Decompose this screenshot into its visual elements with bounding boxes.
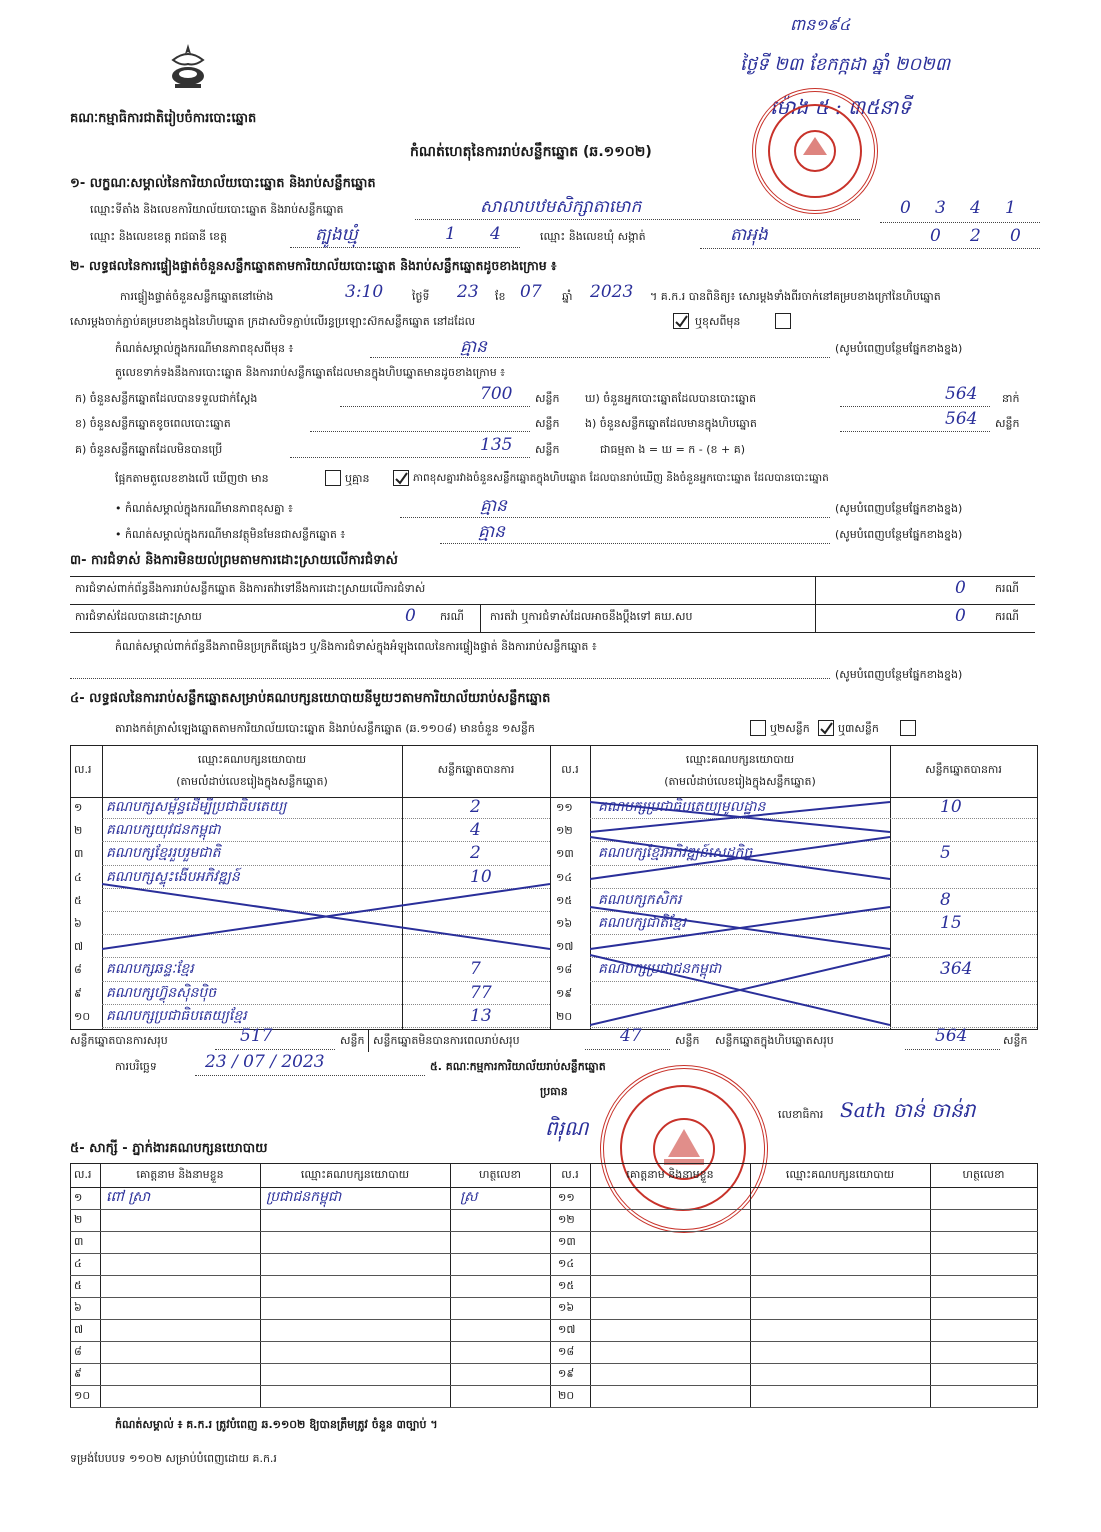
result-row-no: ៧ [74, 940, 84, 954]
compare-no-checkbox[interactable] [393, 470, 409, 486]
s3-fill-hint: (សូមបំពេញបន្ថែមផ្នែកខាងខ្នង) [835, 668, 963, 681]
result-row-no: ១៩ [556, 986, 573, 1000]
sheets-3-checkbox[interactable] [900, 720, 916, 736]
time-annotation: ម៉ោង ៥ : ៣៥នាទី [770, 95, 912, 119]
result-votes: 77 [470, 982, 492, 1003]
result-row-no: ២០ [556, 1009, 573, 1023]
result-row-no: ៣ [74, 847, 84, 861]
e-label: ង) ចំនួនសន្លឹកឆ្នោតដែលមានក្នុងហិបឆ្នោត [585, 417, 757, 430]
result-row-no: ៦ [74, 917, 82, 930]
top-annotation: ពាន១៩៤ [790, 15, 851, 34]
result-votes: 2 [470, 797, 481, 817]
a-label: ក) ចំនួនសន្លឹកឆ្នោតដែលបានទទួលជាក់ស្ដែង [75, 392, 258, 405]
note-label: កំណត់សម្គាល់ក្នុងករណីមានភាពខុសពីមុន ៖ [115, 342, 294, 355]
result-row-no: ៥ [74, 893, 82, 907]
a-value: 700 [480, 384, 513, 404]
s4-intro-opt3: ឬ៣សន្លឹក [838, 722, 879, 735]
footer-note: កំណត់សម្គាល់ ៖ គ.ក.រ ត្រូវបំពេញ ឆ.១១០២ ឱ្យបានត្រឹមត្រូវ ចំនួន ៣ច្បាប់ ។ [115, 1418, 438, 1431]
signed-date: 23 / 07 / 2023 [205, 1052, 325, 1072]
c-label: គ) ចំនួនសន្លឹកឆ្នោតដែលមិនបានប្រើ [75, 443, 223, 456]
result-votes: 10 [470, 866, 492, 887]
check-year: 2023 [590, 282, 634, 302]
result-votes: 4 [470, 820, 481, 841]
province-number-2: 4 [490, 224, 501, 244]
witness-no: ១០ [74, 1389, 91, 1402]
form-title: កំណត់ហេតុនៃការរាប់សន្លឹកឆ្នោត (ឆ.១១០២) [410, 144, 652, 160]
c-unit: សន្លឹក [535, 443, 560, 456]
w-col-no-right: ល.រ [561, 1168, 579, 1181]
section1-heading: ១- លក្ខណៈសម្គាល់នៃការិយាល័យបោះឆ្នោត និងរាប់សន្លឹកឆ្នោត [70, 176, 376, 191]
province-number-1: 1 [445, 224, 456, 244]
col-no-right: ល.រ [561, 763, 579, 776]
commune-number: 0 2 0 [930, 226, 1021, 246]
result-row-no: ១២ [556, 824, 573, 838]
w-col-party-right: ឈ្មោះគណបក្សនយោបាយ [785, 1168, 895, 1181]
col-party-left: ឈ្មោះគណបក្សនយោបាយ [197, 753, 307, 766]
figures-intro: តួលេខទាក់ទងនឹងការបោះឆ្នោត និងការរាប់សន្លឹកឆ្នោតដែលមានក្នុងហិបឆ្នោតមានដូចខាងក្រោម ៖ [115, 366, 506, 379]
col-party-right: ឈ្មោះគណបក្សនយោបាយ [685, 753, 795, 766]
s3-row2-label: ការជំទាស់ដែលបានដោះស្រាយ [75, 610, 202, 623]
compare-yes-checkbox[interactable] [325, 470, 341, 486]
invalid-total-label: សន្លឹកឆ្នោតមិនបានការពេលរាប់សរុប [373, 1034, 520, 1047]
emblem-icon [165, 40, 211, 92]
w-col-name-left: គោត្តនាម និងនាមខ្លួន [136, 1168, 224, 1181]
invalid-total-unit: សន្លឹក [675, 1034, 700, 1047]
result-votes: 7 [470, 959, 481, 980]
d-unit: នាក់ [1002, 392, 1020, 405]
compare-text-2: ភាពខុសគ្នារវាងចំនួនសន្លឹកឆ្នោតក្នុងហិបឆ្នោត ដែលបានរាប់ឃើញ និងចំនួនអ្នកបោះឆ្នោត ដែលបានបោះឆ្នោត [413, 472, 829, 484]
compare-none: ឬគ្មាន [345, 472, 370, 485]
province-label: ឈ្មោះ និងលេខខេត្ត រាជធានី ខេត្ត [90, 230, 227, 243]
fake-note-value: គ្មាន [478, 522, 505, 542]
seal-text: សោរម្ដងចាក់ភ្ជាប់គម្របខាងក្នុងនៃហិបឆ្នោត ក្រដាសបិទភ្ជាប់លើរន្ធប្រឡោះស៊កសន្លឹកឆ្នោត នៅដដែល [70, 315, 476, 328]
check-month: 07 [520, 282, 542, 302]
witness-no: ៨ [74, 1345, 82, 1358]
result-party-name: គណបក្សស្ទុះងើបអភិវឌ្ឍន៍ [106, 868, 240, 885]
office-number: 0 3 4 1 [900, 198, 1016, 218]
s3-note-label: កំណត់សម្គាល់ពាក់ព័ន្ធនឹងភាពមិនប្រក្រតីផ្សេងៗ ឬ/និងការជំទាស់ក្នុងអំឡុងពេលនៃការផ្ទៀងផ្ទាត់ និងការរាប់សន្លឹកឆ្នោត ៖ [115, 640, 597, 653]
seal-alt: ឬខុសពីមុន [695, 315, 741, 328]
w-col-name-right: គោត្តនាម និងនាមខ្លួន [626, 1168, 714, 1181]
secretary-signature: Sath ចាន់ ចាន់រា [840, 1098, 976, 1122]
a-unit: សន្លឹក [535, 392, 560, 405]
col-no-left: ល.រ [74, 763, 92, 776]
col-party-sub-right: (តាមលំដាប់លេខរៀងក្នុងសន្លឹកឆ្នោត) [664, 775, 816, 788]
b-unit: សន្លឹក [535, 417, 560, 430]
check-text-1: ការផ្ទៀងផ្ទាត់ចំនួនសន្លឹកឆ្នោតនៅម៉ោង [120, 290, 274, 303]
diff-note-value: គ្មាន [480, 496, 507, 516]
result-party-name: គណបក្សហ៊្វុនស៊ិនប៉ិច [106, 984, 217, 1001]
commune-value: តាអុង [730, 225, 768, 245]
w-col-sig-left: ហត្ថលេខា [479, 1168, 521, 1181]
crossout-right-18-20 [590, 953, 890, 1027]
s3-row1-unit: ករណី [995, 582, 1019, 595]
year-label: ឆ្នាំ [562, 290, 573, 303]
witness-no-right: ១៨ [558, 1345, 575, 1358]
result-row-no: ១៤ [556, 870, 573, 884]
s3-row2b-value: 0 [955, 606, 966, 626]
note-value: គ្មាន [460, 337, 487, 357]
form-version: ទម្រង់បែបបទ ១១០២ សម្រាប់បំពេញដោយ គ.ក.រ [70, 1452, 277, 1465]
check-time: 3:10 [345, 282, 384, 302]
same-checkbox[interactable] [673, 313, 689, 329]
section3-heading: ៣- ការជំទាស់ និងការមិនយល់ព្រមតាមការដោះស្រាយលើការជំទាស់ [70, 553, 398, 568]
s4-intro-opt2: ឬ២សន្លឹក [770, 722, 810, 735]
place-value: សាលាបឋមសិក្សាតាមោក [480, 197, 642, 217]
result-votes: 15 [940, 913, 962, 933]
s3-row2-unit: ករណី [440, 610, 464, 623]
result-row-no: ១៥ [556, 893, 573, 907]
result-party-name: គណបក្សសម្ព័ន្ធដើម្បីប្រជាធិបតេយ្យ [106, 799, 287, 815]
s3-row2-value: 0 [405, 606, 416, 626]
result-party-name: គណបក្សឆន្ទៈខ្មែរ [106, 961, 194, 978]
result-votes: 364 [940, 959, 973, 980]
fill-hint-1: (សូមបំពេញបន្ថែមផ្នែកខាងខ្នង) [835, 342, 963, 355]
result-row-no: ១៣ [556, 847, 574, 861]
committee-label: ៥. គណៈកម្មការការិយាល័យរាប់សន្លឹកឆ្នោត [430, 1060, 606, 1073]
section2-heading: ២- លទ្ធផលនៃការផ្ទៀងផ្ទាត់ចំនួនសន្លឹកឆ្នោតតាមការិយាល័យបោះឆ្នោត និងរាប់សន្លឹកឆ្នោតដូចខាងក្រោម ៖ [70, 258, 557, 273]
witness-no-right: ១២ [558, 1213, 575, 1226]
box-total-unit: សន្លឹក [1003, 1034, 1028, 1047]
crossout-right-11-12 [590, 800, 890, 834]
s3-row1-value: 0 [955, 578, 966, 598]
date-annotation: ថ្ងៃទី ២៣ ខែកក្កដា ឆ្នាំ ២០២៣ [740, 54, 951, 75]
witness-no: ២ [74, 1213, 83, 1226]
witness-no: ៤ [74, 1257, 82, 1270]
witness-no-right: ២០ [558, 1389, 575, 1402]
witness-party: ប្រជាជនកម្ពុជា [266, 1189, 342, 1205]
box-total: 564 [935, 1026, 968, 1046]
witness-no: ៣ [74, 1235, 84, 1248]
s3-row2b-unit: ករណី [995, 610, 1019, 623]
result-votes: 5 [940, 843, 951, 864]
signed-label: ការបរិច្ឆេទ [115, 1060, 157, 1073]
witness-no-right: ១១ [558, 1191, 575, 1204]
check-day: 23 [457, 282, 479, 302]
month-label: ខែ [495, 290, 506, 303]
result-party-name: គណបក្សខ្មែរអភិវឌ្ឍន៍សេដ្ឋកិច្ច [598, 845, 753, 862]
witness-no: ៩ [74, 1367, 82, 1380]
result-row-no: ៨ [74, 963, 82, 977]
compare-text: ផ្អែកតាមតួលេខខាងលើ ឃើញថា មាន [115, 472, 269, 485]
valid-total: 517 [240, 1026, 273, 1046]
valid-total-unit: សន្លឹក [340, 1034, 365, 1047]
result-row-no: ៩ [74, 986, 82, 1000]
witness-no: ៧ [74, 1323, 84, 1336]
witness-no: ៥ [74, 1279, 82, 1292]
crossout-left-5-7 [102, 882, 550, 951]
witness-no: ៦ [74, 1301, 82, 1314]
s4-intro: តារាងកត់ត្រាសំឡេងឆ្នោតតាមការិយាល័យបោះឆ្នោត និងរាប់សន្លឹកឆ្នោត (ឆ.១១០៨) មានចំនួន ១សន្លឹក [115, 722, 535, 735]
result-row-no: ៤ [74, 870, 82, 884]
result-party-name: គណបក្សខ្មែររួបរួមជាតិ [106, 845, 221, 862]
witness-no: ១ [74, 1191, 83, 1204]
witness-no-right: ១៦ [558, 1301, 575, 1314]
result-votes: 13 [470, 1005, 492, 1026]
crossout-right-13-14 [590, 835, 890, 881]
result-party-name: គណបក្សជាតិខ្មែរ [598, 915, 686, 931]
section5-heading: ៥- សាក្សី - ភ្នាក់ងារគណបក្សនយោបាយ [70, 1141, 268, 1156]
result-party-name: គណបក្សប្រជាជនកម្ពុជា [598, 961, 722, 978]
col-votes-left: សន្លឹកឆ្នោតបានការ [437, 763, 515, 776]
sheets-1-checkbox[interactable] [750, 720, 766, 736]
witness-name: ពៅ ស្រា [106, 1189, 151, 1205]
witness-no-right: ១៣ [558, 1235, 576, 1248]
result-party-name: គណបក្សយុវជនកម្ពុជា [106, 822, 221, 839]
result-votes: 10 [940, 797, 962, 817]
result-votes: 2 [470, 843, 481, 864]
place-label: ឈ្មោះទីតាំង និងលេខការិយាល័យបោះឆ្នោត និងរាប់សន្លឹកឆ្នោត [90, 203, 344, 216]
witness-sig: ស្រ [460, 1189, 478, 1205]
diff-note-label: • កំណត់សម្គាល់ក្នុងករណីមានភាពខុសគ្នា ៖ [115, 502, 293, 515]
valid-total-label: សន្លឹកឆ្នោតបានការសរុប [70, 1034, 168, 1047]
box-total-label: សន្លឹកឆ្នោតក្នុងហិបឆ្នោតសរុប [715, 1034, 834, 1047]
sheets-2-checkbox[interactable] [818, 720, 834, 736]
w-col-party-left: ឈ្មោះគណបក្សនយោបាយ [300, 1168, 410, 1181]
day-label: ថ្ងៃទី [412, 290, 430, 303]
section4-heading: ៤- លទ្ធផលនៃការរាប់សន្លឹកឆ្នោតសម្រាប់គណបក្សនយោបាយនីមួយៗតាមការិយាល័យរាប់សន្លឹកឆ្នោត [70, 691, 551, 706]
witness-no-right: ១៤ [558, 1257, 575, 1270]
w-col-sig-right: ហត្ថលេខា [962, 1168, 1005, 1181]
different-checkbox[interactable] [775, 313, 791, 329]
result-row-no: ១៨ [556, 963, 573, 977]
result-votes: 8 [940, 889, 951, 910]
result-party-name: គណបក្សកសិករ [598, 891, 682, 908]
col-votes-right: សន្លឹកឆ្នោតបានការ [925, 763, 1002, 776]
result-row-no: ១១ [556, 801, 573, 814]
result-party-name: គណបក្សប្រជាធិបតេយ្យខ្មែរ [106, 1007, 247, 1024]
province-value: ត្បូងឃ្មុំ [315, 225, 358, 245]
secretary-label: លេខាធិការ [778, 1108, 824, 1121]
w-col-no-left: ល.រ [74, 1168, 92, 1181]
crossout-right-16-17 [590, 905, 890, 951]
chair-label: ប្រធាន [540, 1085, 568, 1098]
official-stamp-top [752, 88, 878, 214]
chair-signature: ពិរុណ [545, 1116, 589, 1140]
result-row-no: ១៧ [556, 940, 574, 954]
b-label: ខ) ចំនួនសន្លឹកឆ្នោតខូចពេលបោះឆ្នោត [75, 417, 231, 430]
s3-row2b-label: ការតវ៉ា ឬការជំទាស់ដែលអាចនឹងប្ដឹងទៅ គឃ.សប [490, 610, 693, 623]
result-row-no: ១០ [74, 1009, 91, 1023]
witness-table [70, 1163, 1038, 1408]
org-name: គណៈកម្មាធិការជាតិរៀបចំការបោះឆ្នោត [70, 111, 257, 126]
witness-no-right: ១៧ [558, 1323, 576, 1336]
fake-note-label: • កំណត់សម្គាល់ក្នុងករណីមានវត្ថុមិនមែនជាសន្លឹកឆ្នោត ៖ [115, 528, 346, 541]
fill-hint-3: (សូមបំពេញបន្ថែមផ្នែកខាងខ្នង) [835, 528, 963, 541]
invalid-total: 47 [620, 1026, 642, 1046]
witness-no-right: ១៥ [558, 1279, 575, 1292]
d-value: 564 [945, 384, 978, 404]
col-party-sub-left: (តាមលំដាប់លេខរៀងក្នុងសន្លឹកឆ្នោត) [176, 775, 328, 788]
e-value: 564 [945, 409, 978, 429]
c-value: 135 [480, 435, 513, 455]
formula: ជាធម្មតា ង = ឃ = ក - (ខ + គ) [600, 443, 745, 456]
d-label: ឃ) ចំនួនអ្នកបោះឆ្នោតដែលបានបោះឆ្នោត [585, 392, 757, 405]
witness-no-right: ១៩ [558, 1367, 575, 1380]
results-table [70, 745, 1038, 1030]
result-row-no: ២ [74, 824, 83, 838]
commune-label: ឈ្មោះ និងលេខឃុំ សង្កាត់ [540, 230, 646, 243]
result-row-no: ១ [74, 801, 83, 814]
s3-row1-label: ការជំទាស់ពាក់ព័ន្ធនឹងការរាប់សន្លឹកឆ្នោត និងការតវ៉ាទៅនឹងការដោះស្រាយលើការជំទាស់ [75, 582, 426, 595]
check-text-2: ។ គ.ក.រ បានពិនិត្យ៖ សោរម្ដងទាំងពីរចាក់នៅគម្របខាងក្រៅនៃហិបឆ្នោត [650, 290, 941, 303]
result-row-no: ១៦ [556, 917, 573, 930]
fill-hint-2: (សូមបំពេញបន្ថែមផ្នែកខាងខ្នង) [835, 502, 963, 515]
result-party-name: គណបក្សប្រជាធិបតេយ្យមូលដ្ឋាន [598, 799, 766, 815]
e-unit: សន្លឹក [995, 417, 1020, 430]
